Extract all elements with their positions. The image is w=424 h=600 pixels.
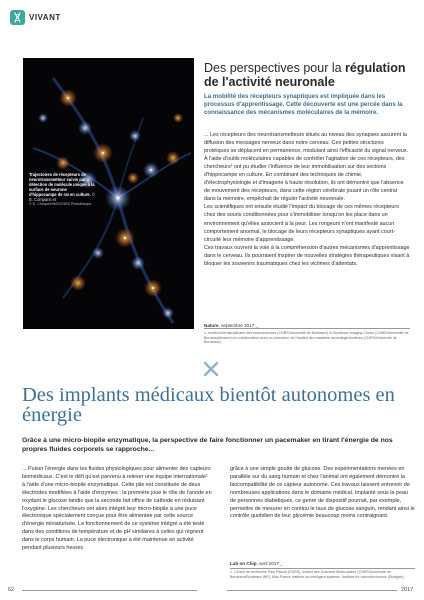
photo-caption-credit: © D. Choquet/IINS/CNRS Photothèque bbox=[29, 202, 92, 206]
article2-column-left bbox=[22, 466, 212, 553]
page-number: 62 bbox=[8, 587, 15, 593]
article2-paragraph: grâce à une simple goutte de glucose. Des expérimentations menées en parallèle sur du sang humain et chez l'animal ont également démontré la biocompatibilité de ce capteur autonome. Ces travaux laissent entrevoir de nombreuses applications dans le domaine médical. Implanté sous la peau de personnes diabétiques, ce genre de dispositif pourrait, par exemple, permettre de mesurer en continu le taux de glucose sanguin, rendant ainsi le contrôle quotidien de leur glycémie beaucoup moins contraignant. bbox=[230, 466, 415, 520]
footer-rule-left bbox=[22, 590, 197, 591]
footer-rule-right bbox=[227, 590, 397, 591]
section-label: VIVANT bbox=[29, 12, 61, 22]
article1-lead: La mobilité des récepteurs synaptiques est impliquée dans les processus d'apprentissage. Cette découverte est une percée dans la connaissance des mécanismes moléculaires de la mémoire. bbox=[204, 93, 403, 117]
photo-caption-title: Trajectoires de récepteurs de neurotransmetteur suivis par détection de molécule unique à la surface de neurone d'hippocampe de rat en culture. bbox=[29, 172, 95, 197]
article1-paragraph: À l'aide d'outils moléculaires capables de contrôler l'agitation de ces récepteurs, des chercheurs¹ ont pu étudier l'influence de leur immobilisation sur des sections d'hippocampe en culture. En combinant des techniques de chimie, d'électrophysiologie et d'imagerie à haute résolution, ils ont démontré que l'absence de mouvement des récepteurs, dans cette région cérébrale jouant un rôle central dans la mémoire, empêchait de réguler l'activité neuronale. bbox=[204, 156, 405, 203]
dna-icon bbox=[10, 10, 25, 25]
article1-title-strong: régulation de l'activité neuronale bbox=[204, 61, 406, 89]
cross-separator-icon bbox=[203, 361, 219, 377]
article1-source: Nature bbox=[204, 323, 219, 328]
article1-title-pre: Des perspectives pour la bbox=[204, 61, 346, 75]
article2-paragraph: ... Puiser l'énergie dans les fluides physiologiques pour alimenter des capteurs biomédicaux. C'est le défi qu'est parvenu à relever une équipe internationale¹ à l'aide d'une micro-biopile enzymatique. Cette pile est constituée de deux électrodes modifiées à l'aide d'enzymes : la première joue le rôle de l'anode en oxydant le glucose tandis que la seconde fait office de cathode en réduisant l'oxygène. Les chercheurs ont alors intégré leur micro-biopile à une puce électronique spécialement conçue pour être alimentée par cette source d'énergie miniaturisée. Le fonctionnement de ce système intégré a été testé dans des conditions de température et de pH similaires à celles qui règnent dans le corps humain. La puce électronique a été maintenue en activité pendant plusieurs heures bbox=[22, 466, 212, 552]
article1-title bbox=[204, 61, 414, 89]
photo-credit-mark: © B. Compans et bbox=[29, 192, 95, 202]
article1-date: , septembre 2017 _ bbox=[218, 323, 259, 328]
article2-divider bbox=[230, 568, 415, 569]
article2-lead: Grâce à une micro-biopile enzymatique, la perspective de faire fonctionner un pacemaker en tirant l'énergie de nos propres fluides corporels se rapproche... bbox=[22, 437, 393, 453]
article1-footnote: 1. Institut interdisciplinaire des neurosciences (CNRS/Université de Bordeaux) et Bordeaux Imaging Center (CNRS/Université de Bordeaux/Inserm) en collaboration avec un chercheur de l'Institut des maladies neurodégénératives (CNRS/Université de Bordeaux). bbox=[204, 331, 409, 345]
section-tag bbox=[10, 9, 61, 25]
article1-body bbox=[204, 131, 410, 268]
article2-date: , avril 2017 _ bbox=[256, 561, 283, 566]
article2-source: Lab on Chip bbox=[230, 561, 257, 566]
article2-footnote: 1. Centre de recherche Paul Pascal (CNRS), Institut des Sciences Moléculaires (CNRS/Université de Bordeaux/Bordeaux INP), Max-Planck Institute for intelligent systems, Institute for microelectronics (Stuttgart). bbox=[230, 570, 405, 579]
article1-paragraph: ... Les récepteurs des neurotransmetteurs situés au niveau des synapses assurent la diffusion des messages nerveux dans notre cerveau. Ces petites structures protéiques se déplacent en permanence, modulant ainsi l'efficacité du signal nerveux. bbox=[204, 132, 409, 155]
article1-paragraph: Les scientifiques ont ensuite étudié l'impact du blocage de ces mêmes récepteurs chez des souris conditionnées pour s'immobiliser lorsqu'on les place dans un environnement qu'elles associent à la peur. Les rongeurs n'ont manifesté aucun comportement anormal, le blocage de leurs récepteurs synaptiques ayant court-circuité leur mémoire d'apprentissage. bbox=[204, 204, 399, 243]
article1-paragraph: Ces travaux ouvrent la voie à la compréhension d'autres mécanismes d'apprentissage dans le cerveau. Ils pourraient inspirer de nouvelles stratégies thérapeutiques visant à bloquer les souvenirs traumatiques chez les victimes d'attentats. bbox=[204, 244, 410, 267]
article2-title: Des implants médicaux bientôt autonomes en énergie bbox=[22, 384, 395, 426]
article2-signature bbox=[230, 561, 415, 567]
photo-caption bbox=[29, 172, 95, 207]
article2-column-right bbox=[230, 466, 415, 521]
article1-divider bbox=[204, 328, 410, 329]
footer-year: 2017 bbox=[401, 587, 414, 593]
